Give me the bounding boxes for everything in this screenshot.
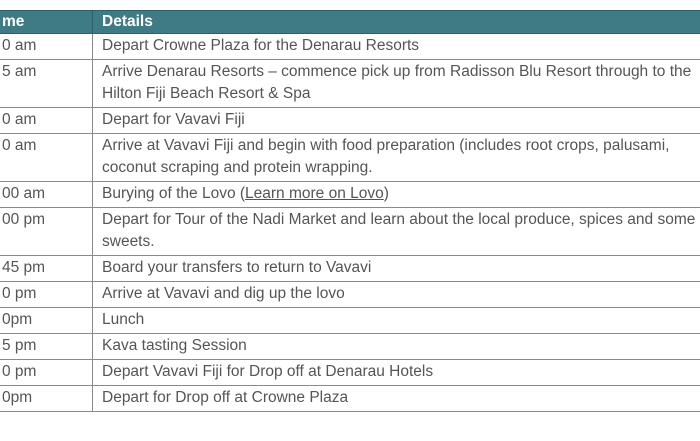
details-text: Arrive at Vavavi Fiji and begin with food preparation (includes root crops, palusami, coconut scraping and protein wrapping.: [102, 137, 670, 176]
time-cell: 0 am: [0, 34, 93, 60]
table-row: [0, 256, 700, 282]
learn-more-lovo-link[interactable]: Learn more on Lovo: [245, 185, 384, 202]
details-text: Board your transfers to return to Vavavi: [102, 259, 372, 276]
details-text-before: Burying of the Lovo (: [102, 185, 246, 202]
time-cell: 0pm: [0, 308, 93, 334]
details-text: Arrive at Vavavi and dig up the lovo: [102, 285, 345, 302]
details-cell: [93, 256, 700, 282]
time-cell: 0 am: [0, 134, 93, 182]
time-cell: 0 am: [0, 108, 93, 134]
table-row: [0, 308, 700, 334]
details-text-after: ): [383, 185, 389, 202]
table-row: [0, 386, 700, 412]
details-cell: [93, 208, 700, 256]
table-row: [0, 34, 700, 60]
details-cell: [93, 282, 700, 308]
time-cell: 0pm: [0, 386, 93, 412]
details-cell: [93, 34, 700, 60]
details-text: Arrive Denarau Resorts – commence pick up from Radisson Blu Resort through to the Hilton Fiji Beach Resort & Spa: [102, 63, 692, 102]
time-cell: 00 am: [0, 182, 93, 208]
details-text: Depart for Tour of the Nadi Market and learn about the local produce, spices and some sweets.: [102, 211, 696, 250]
details-text: Depart for Drop off at Crowne Plaza: [102, 389, 349, 406]
details-text: [102, 183, 700, 205]
details-cell: [93, 108, 700, 134]
details-text: Kava tasting Session: [102, 337, 247, 354]
table-row: [0, 108, 700, 134]
table-row: [0, 208, 700, 256]
details-cell: [93, 60, 700, 108]
details-text: Depart for Vavavi Fiji: [102, 111, 245, 128]
time-cell: 5 am: [0, 60, 93, 108]
time-cell: 0 pm: [0, 282, 93, 308]
time-cell: 5 pm: [0, 334, 93, 360]
details-cell: [93, 134, 700, 182]
table-row: [0, 334, 700, 360]
itinerary-table: [0, 10, 700, 412]
details-cell: [93, 334, 700, 360]
details-cell: [93, 360, 700, 386]
header-details: Details: [93, 11, 700, 34]
table-header: [0, 11, 700, 34]
table-row: [0, 60, 700, 108]
details-text: Depart Crowne Plaza for the Denarau Resorts: [102, 37, 420, 54]
details-cell: [93, 308, 700, 334]
time-cell: 45 pm: [0, 256, 93, 282]
header-time: me: [0, 11, 93, 34]
details-cell: [93, 386, 700, 412]
details-text: Depart Vavavi Fiji for Drop off at Denarau Hotels: [102, 363, 434, 380]
table-row: [0, 360, 700, 386]
time-cell: 00 pm: [0, 208, 93, 256]
table-row: [0, 134, 700, 182]
table-body: [0, 34, 700, 412]
header-row: [0, 11, 700, 34]
details-cell: [93, 182, 700, 208]
details-text: Lunch: [102, 311, 145, 328]
time-cell: 0 pm: [0, 360, 93, 386]
table-row: [0, 282, 700, 308]
table-row: [0, 182, 700, 208]
